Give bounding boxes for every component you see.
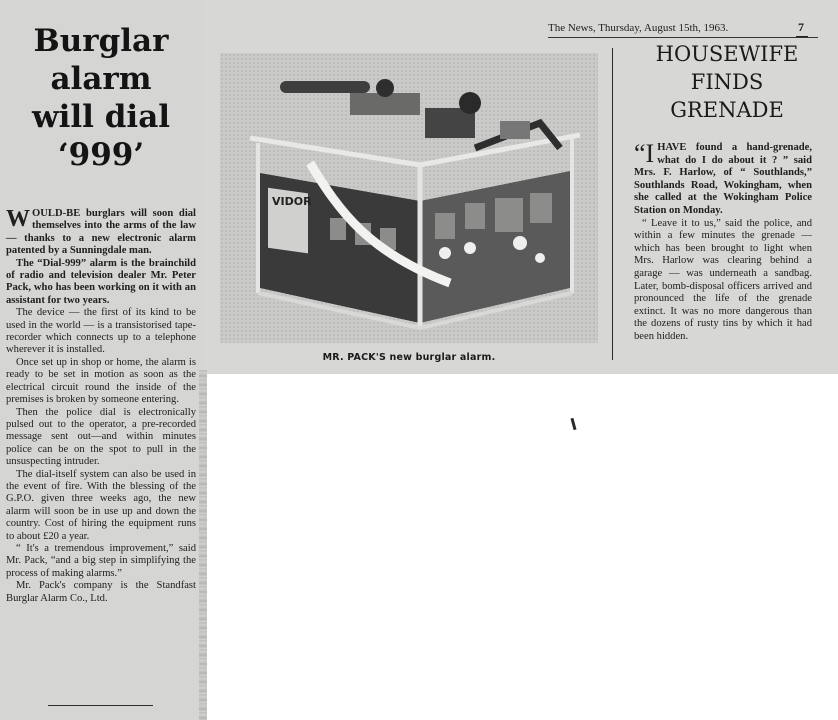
left-paragraph: Mr. Pack's company is the Standfast Burglar Alarm Co., Ltd.: [6, 580, 196, 604]
left-paragraph: Then the police dial is electronically pulsed out to the operator, a pre-recorded message sent out—and within minutes police can be on the spot to pull in the unsuspecting intruder.: [6, 406, 196, 468]
masthead-rule: [548, 37, 818, 38]
left-headline-line: Burglar: [33, 23, 169, 59]
left-lead-text: OULD-BE burglars will soon dial themselves into the arms of the law — thanks to a new electronic alarm patented by a Sunningdale man.: [6, 208, 196, 257]
right-headline-line: GRENADE: [670, 98, 784, 122]
right-article-body: [634, 139, 812, 344]
end-rule: [48, 705, 153, 706]
left-lead-paragraph: [6, 208, 196, 258]
right-lead-paragraph: [634, 139, 812, 218]
photo-caption: MR. PACK'S new burglar alarm.: [322, 352, 496, 363]
left-headline: [6, 22, 196, 174]
column-rule: [612, 48, 613, 360]
right-headline: [622, 40, 832, 124]
left-headline-line: alarm: [50, 61, 152, 97]
page-number: 7: [796, 20, 808, 37]
right-headline-line: FINDS: [690, 70, 764, 94]
right-paragraph: “ Leave it to us,” said the police, and within a few minutes the grenade — which has been brought to light when Mrs. Harlow was clearing behind a garage — was underneath a sandbag. Later, bomb-disposal officers arrived and pronounced the life of the grenade extinct. It was no more dangerous than the dozens of rusty tins by which it had been hidden.: [634, 217, 812, 342]
dateline: The News, Thursday, August 15th, 1963.: [548, 22, 729, 34]
left-paragraph: The “Dial-999” alarm is the brainchild of radio and television dealer Mr. Peter Pack, who has been working on it with an assistant for two years.: [6, 257, 196, 306]
left-headline-line: will dial: [31, 99, 171, 135]
alarm-device-illustration: [220, 53, 598, 343]
alarm-photo: [220, 53, 598, 343]
right-headline-line: HOUSEWIFE: [655, 42, 799, 66]
right-lead-text: HAVE found a hand-grenade, what do I do about it ? ” said Mrs. F. Harlow, of “ Southlands,” Southlands Road, Wokingham, when she called at the Wokingham Police Station on Monday.: [634, 142, 812, 216]
left-headline-line: ‘999’: [57, 137, 145, 173]
torn-edge: [199, 370, 207, 720]
left-article-body: [6, 208, 196, 605]
battery-label: VIDOR: [272, 195, 312, 208]
left-paragraph: The dial-itself system can also be used in the event of fire. With the blessing of the G.P.O. given three weeks ago, the new alarm will soon be in use up and down the country. Cost of hiring the equipment runs to about £20 a year.: [6, 468, 196, 542]
left-paragraph: “ It's a tremendous improvement,” said Mr. Pack, “and a big step in simplifying the process of making alarms.”: [6, 542, 196, 579]
right-dropcap: “I: [634, 139, 655, 168]
left-paragraph: Once set up in shop or home, the alarm is ready to be set in motion as soon as the electrical circuit round the inside of the premises is broken by someone entering.: [6, 356, 196, 406]
left-dropcap: W: [6, 206, 30, 232]
ink-speck: [570, 418, 576, 430]
left-paragraph: The device — the first of its kind to be used in the world — is a transistorised tape-recorder which connects up to a telephone wherever it is installed.: [6, 307, 196, 356]
